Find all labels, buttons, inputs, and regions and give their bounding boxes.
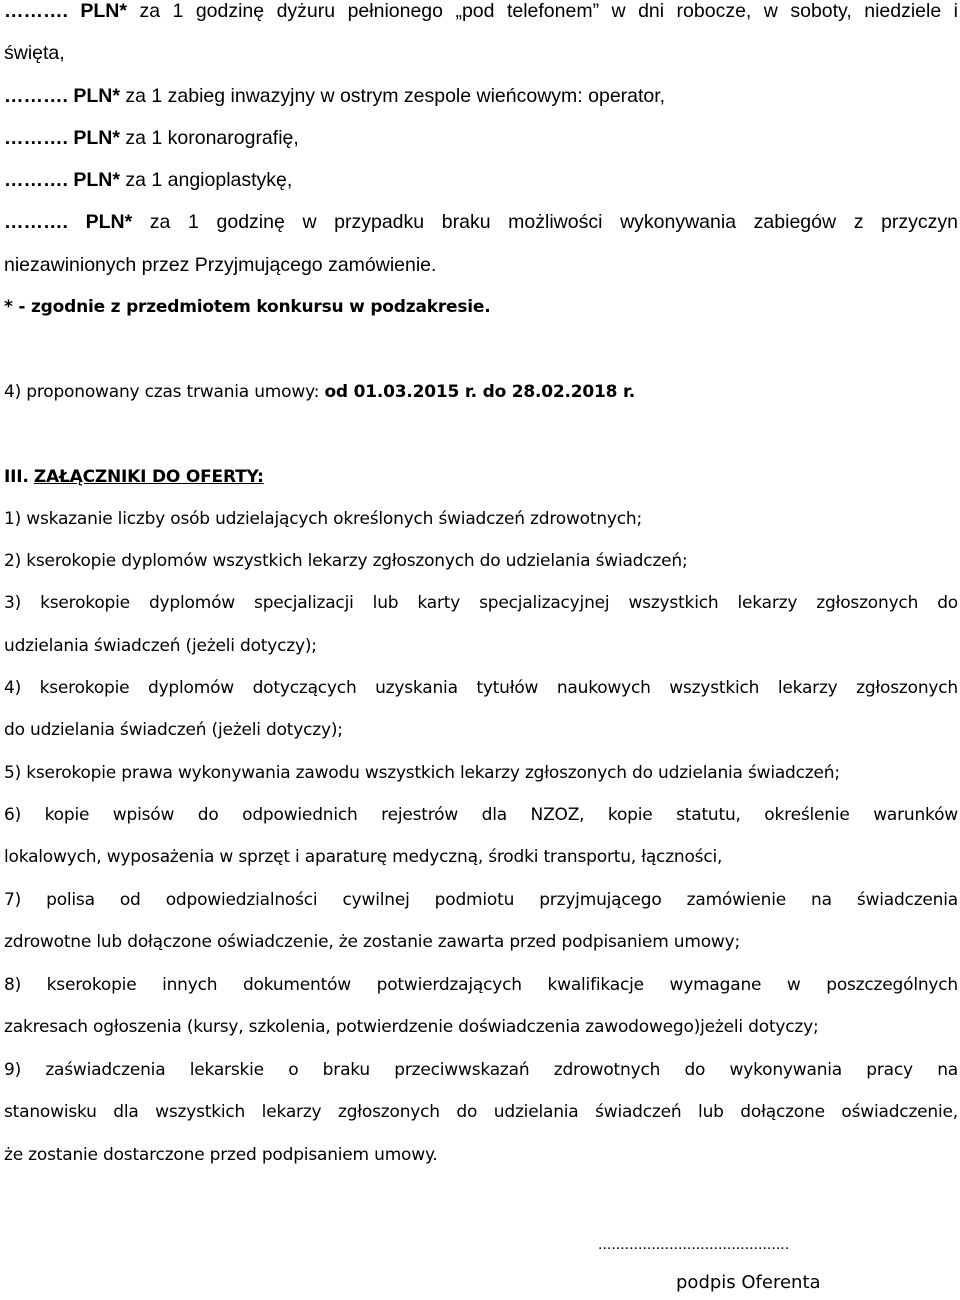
rate-text: za 1 godzinę w przypadku braku możliwości wykonywania zabiegów z przyczyn <box>149 211 959 233</box>
rate-amount: PLN* <box>80 0 127 22</box>
rate-text: za 1 koronarografię, <box>125 127 299 149</box>
list-item: 2) kserokopie dyplomów wszystkich lekarzy zgłoszonych do udzielania świadczeń; <box>4 551 688 571</box>
list-item: udzielania świadczeń (jeżeli dotyczy); <box>4 636 317 656</box>
signature-line: ........................................... <box>598 1236 790 1253</box>
list-item: 6) kopie wpisów do odpowiednich rejestrów dla NZOZ, kopie statutu, określenie warunków <box>4 805 958 825</box>
section-number: III. <box>4 467 29 487</box>
rate-line-3 <box>4 127 958 150</box>
list-item: stanowisku dla wszystkich lekarzy zgłoszonych do udzielania świadczeń lub dołączone oświadczenie, <box>4 1102 958 1122</box>
list-item: 7) polisa od odpowiedzialności cywilnej podmiotu przyjmującego zamówienie na świadczenia <box>4 890 958 910</box>
rate-line-4 <box>4 169 958 192</box>
list-item: 9) zaświadczenia lekarskie o braku przeciwwskazań zdrowotnych do wykonywania pracy na <box>4 1060 958 1080</box>
list-item: 1) wskazanie liczby osób udzielających określonych świadczeń zdrowotnych; <box>4 509 643 529</box>
list-item: lokalowych, wyposażenia w sprzęt i aparaturę medyczną, środki transportu, łączności, <box>4 847 723 867</box>
rate-amount: PLN* <box>85 211 133 233</box>
list-item: 4) kserokopie dyplomów dotyczących uzyskania tytułów naukowych wszystkich lekarzy zgłoszonych <box>4 678 958 698</box>
list-item: zdrowotne lub dołączone oświadczenie, że zostanie zawarta przed podpisaniem umowy; <box>4 932 740 952</box>
list-item: 8) kserokopie innych dokumentów potwierdzających kwalifikacje wymagane w poszczególnych <box>4 975 958 995</box>
rate-dots: ………. <box>4 127 68 149</box>
rate-line-5 <box>4 211 958 234</box>
signature-label: podpis Oferenta <box>676 1272 821 1293</box>
attachments-heading <box>4 467 958 487</box>
list-item: zakresach ogłoszenia (kursy, szkolenia, potwierdzenie doświadczenia zawodowego)jeżeli dotyczy; <box>4 1017 819 1037</box>
contract-duration <box>4 382 958 402</box>
rate-dots: ………. <box>4 0 68 22</box>
rate-amount: PLN* <box>73 85 120 107</box>
rate-line-5-cont <box>4 254 958 277</box>
rate-line-1 <box>4 0 958 23</box>
rate-text: za 1 zabieg inwazyjny w ostrym zespole wieńcowym: operator, <box>125 85 666 107</box>
rate-dots: ………. <box>4 169 68 191</box>
rate-text: za 1 godzinę dyżuru pełnionego „pod telefonem” w dni robocze, w soboty, niedziele i <box>139 0 959 22</box>
rate-amount: PLN* <box>73 169 120 191</box>
duration-value: od 01.03.2015 r. do 28.02.2018 r. <box>324 382 636 402</box>
list-item: do udzielania świadczeń (jeżeli dotyczy); <box>4 720 343 740</box>
rate-amount: PLN* <box>73 127 120 149</box>
rate-dots: ………. <box>4 85 68 107</box>
rate-dots: ………. <box>4 211 68 233</box>
list-item: 3) kserokopie dyplomów specjalizacji lub karty specjalizacyjnej wszystkich lekarzy zgłoszonych do <box>4 593 958 613</box>
section-title: ZAŁĄCZNIKI DO OFERTY: <box>33 467 264 487</box>
rate-line-2 <box>4 85 958 108</box>
rate-text-cont: niezawinionych przez Przyjmującego zamówienie. <box>4 254 437 276</box>
rate-text: za 1 angioplastykę, <box>125 169 293 191</box>
list-item: 5) kserokopie prawa wykonywania zawodu wszystkich lekarzy zgłoszonych do udzielania świadczeń; <box>4 763 840 783</box>
list-item: że zostanie dostarczone przed podpisaniem umowy. <box>4 1145 438 1165</box>
duration-label: 4) proponowany czas trwania umowy: <box>4 382 325 402</box>
footnote: * - zgodnie z przedmiotem konkursu w podzakresie. <box>4 297 491 317</box>
rate-line-1-cont <box>4 42 958 65</box>
rate-text-cont: święta, <box>4 42 65 64</box>
